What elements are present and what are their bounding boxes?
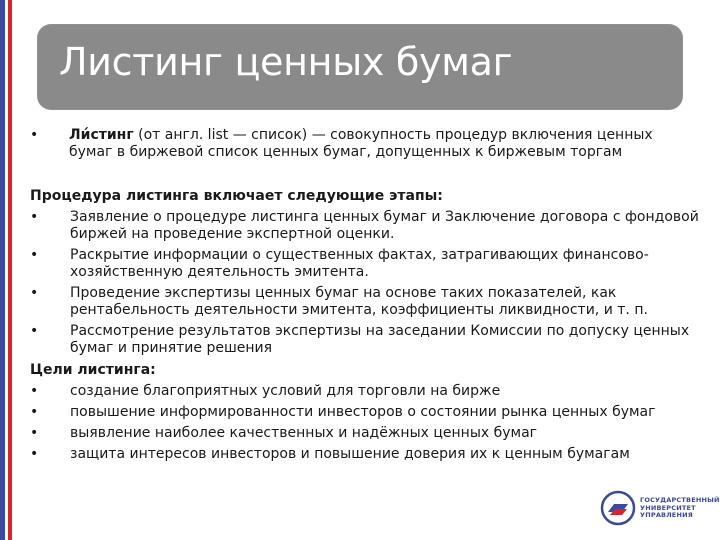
goals-heading: Цели листинга:: [30, 362, 156, 378]
goal-text: выявление наиболее качественных и надёжных ценных бумаг: [70, 425, 538, 441]
definition-body: (от англ. list — список) — совокупность процедур включения ценных бумаг в биржевой список ценных бумаг, допущенных к биржевым торгам: [69, 127, 653, 160]
definition-text: [69, 127, 690, 161]
bullet-marker: •: [30, 209, 39, 225]
red-stripe: [8, 0, 12, 540]
procedure-step-text: Проведение экспертизы ценных бумаг на основе таких показателей, как рентабельность деятельности эмитента, коэффициенты ликвидности, и т. п.: [70, 285, 648, 318]
bullet-marker: •: [30, 285, 39, 301]
logo-line: УНИВЕРСИТЕТ: [640, 503, 696, 512]
logo-line: ГОСУДАРСТВЕННЫЙ: [640, 496, 720, 504]
bullet-marker: •: [30, 425, 39, 441]
procedure-step-text: Рассмотрение результатов экспертизы на заседании Комиссии по допуску ценных бумаг и принятие решения: [70, 323, 690, 356]
goal-text: защита интересов инвесторов и повышение доверия их к ценным бумагам: [70, 446, 630, 462]
university-emblem-icon: [600, 490, 636, 526]
main-content: [30, 188, 700, 467]
list-item: [30, 247, 700, 281]
bullet-marker: •: [30, 446, 39, 462]
title-banner: [37, 24, 683, 110]
procedure-heading: Процедура листинга включает следующие этапы:: [30, 188, 443, 204]
list-item: [30, 446, 700, 463]
bullet-marker: •: [30, 127, 39, 143]
logo-caption: [640, 497, 720, 520]
slide-title: Листинг ценных бумаг: [59, 40, 513, 84]
procedure-step-text: Заявление о процедуре листинга ценных бумаг и Заключение договора с фондовой биржей на проведение экспертной оценки.: [70, 209, 699, 242]
definition-term: Ли́стинг: [69, 127, 134, 143]
goal-text: создание благоприятных условий для торговли на бирже: [70, 383, 501, 399]
list-item: [30, 209, 700, 243]
list-item: [30, 383, 700, 400]
list-item: [30, 285, 700, 319]
bullet-marker: •: [30, 323, 39, 339]
goal-text: повышение информированности инвесторов о состоянии рынка ценных бумаг: [70, 404, 656, 420]
definition-block: [30, 127, 690, 161]
bullet-marker: •: [30, 383, 39, 399]
bullet-marker: •: [30, 247, 39, 263]
list-item: [30, 323, 700, 357]
university-logo: [600, 488, 720, 528]
bullet-marker: •: [30, 404, 39, 420]
list-item: [30, 425, 700, 442]
left-edge-stripes: [0, 0, 12, 540]
list-item: [30, 404, 700, 421]
logo-line: УПРАВЛЕНИЯ: [640, 511, 693, 519]
procedure-step-text: Раскрытие информации о существенных фактах, затрагивающих финансово-хозяйственную деятельность эмитента.: [70, 247, 649, 280]
